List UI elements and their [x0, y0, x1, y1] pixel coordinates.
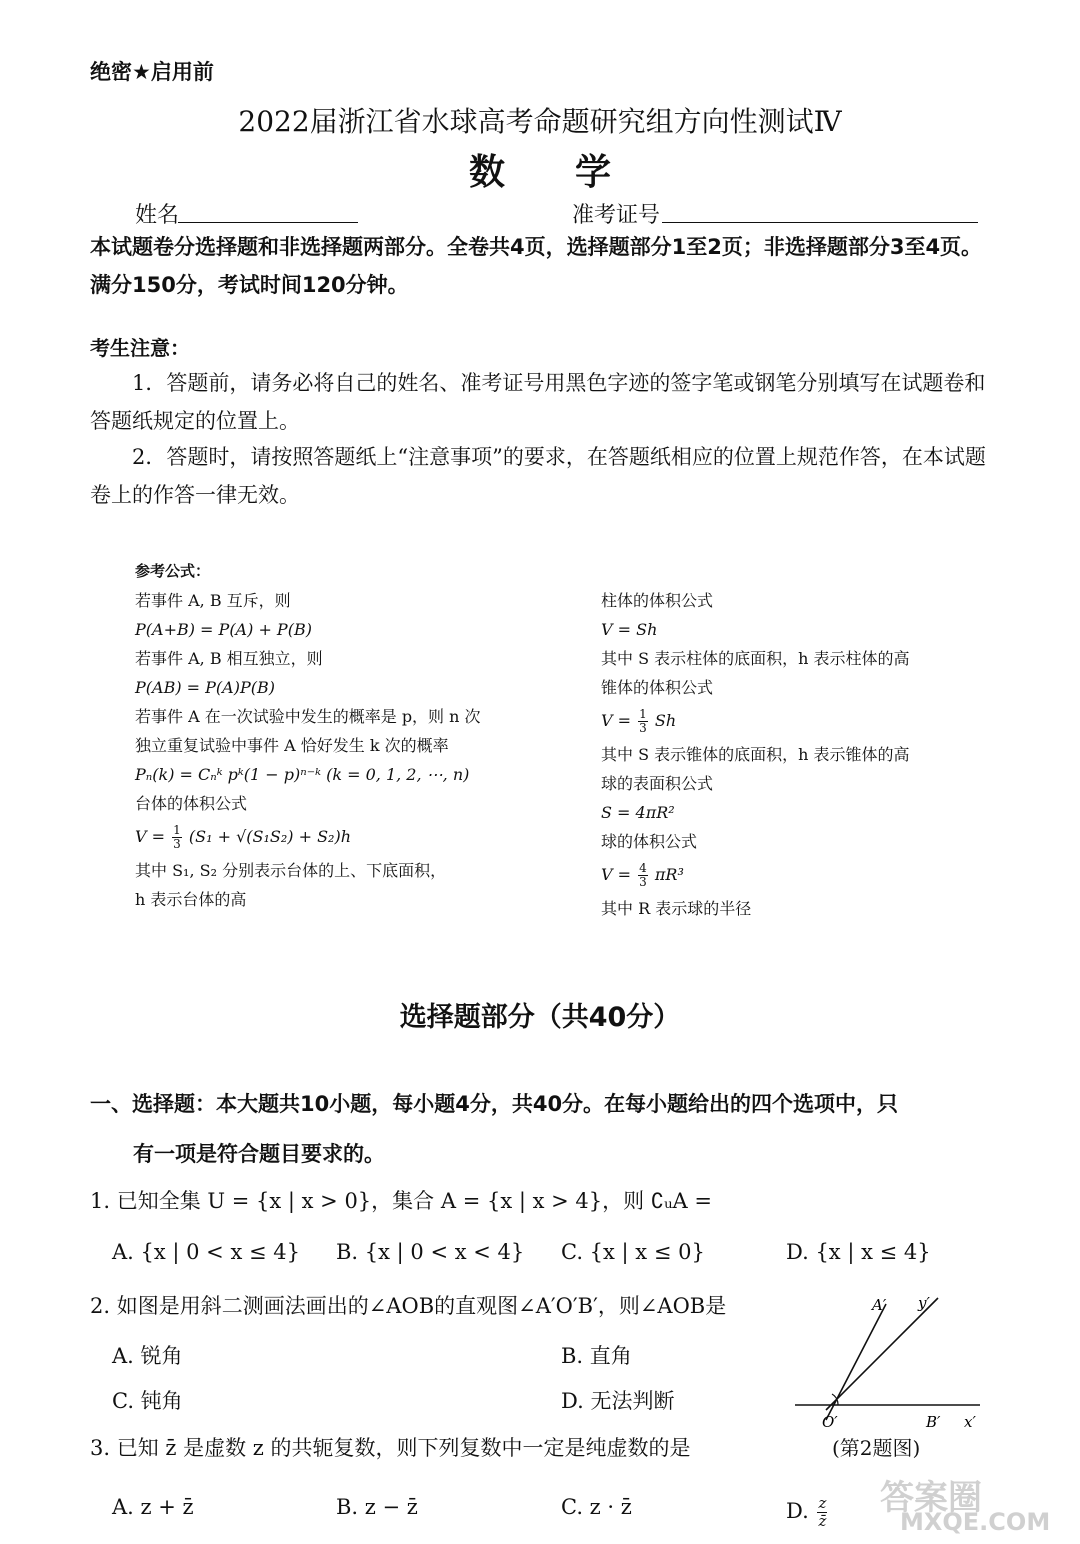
- question-1-option-a: A. {x | 0 < x ≤ 4}: [112, 1240, 300, 1264]
- formula-line: 若事件 A, B 相互独立，则: [135, 649, 323, 668]
- question-2-option-d: D. 无法判断: [561, 1389, 675, 1413]
- question-1-option-d: D. {x | x ≤ 4}: [786, 1240, 931, 1264]
- formula-line: P(A+B) = P(A) + P(B): [135, 620, 312, 639]
- formula-line: 其中 S 表示锥体的底面积，h 表示锥体的高: [601, 745, 910, 764]
- reference-formulas: [135, 560, 965, 940]
- formula-line: 若事件 A 在一次试验中发生的概率是 p，则 n 次: [135, 707, 481, 726]
- question-1-stem: 1. 已知全集 U = {x | x > 0}，集合 A = {x | x > 4}，则 ∁ᵤA =: [90, 1189, 712, 1213]
- part1-instructions-line1: 一、选择题：本大题共10小题，每小题4分，共40分。在每小题给出的四个选项中，只: [90, 1092, 899, 1116]
- figure-caption: (第2题图): [832, 1436, 921, 1460]
- formula-line: 台体的体积公式: [135, 794, 248, 813]
- intro-paragraph: 本试题卷分选择题和非选择题两部分。全卷共4页，选择题部分1至2页；非选择题部分3至4页。满分150分，考试时间120分钟。: [90, 235, 983, 297]
- question-2-option-b: B. 直角: [561, 1344, 632, 1368]
- question-3-option-d: [786, 1495, 829, 1530]
- exam-title: 2022届浙江省水球高考命题研究组方向性测试Ⅳ: [238, 105, 842, 138]
- question-2-option-a: A. 锐角: [112, 1344, 183, 1368]
- label-a: A′: [872, 1296, 887, 1314]
- formula-line: V = $\frac{1}{3}$ (S₁ + √(S₁S₂) + S₂)h: [135, 823, 351, 851]
- notice-item-2: 2．答题时，请按照答题纸上“注意事项”的要求，在答题纸相应的位置上规范作答，在本试题卷上的作答一律无效。: [90, 445, 986, 507]
- question-3-option-c: C. z · z̄: [561, 1495, 632, 1519]
- name-label: 姓名: [135, 203, 180, 228]
- formula-line: V = $\frac{4}{3}$ πR³: [601, 861, 684, 889]
- question-3-option-a: A. z + z̄: [112, 1495, 194, 1519]
- formula-line: V = Sh: [601, 620, 658, 639]
- option-d-letter: D.: [786, 1499, 809, 1523]
- formula-line: h 表示台体的高: [135, 890, 247, 909]
- question-2-option-c: C. 钝角: [112, 1389, 183, 1413]
- label-y: y′: [918, 1294, 930, 1312]
- formula-line: 球的表面积公式: [601, 774, 714, 793]
- notice-item-1: 1．答题前，请务必将自己的姓名、准考证号用黑色字迹的签字笔或钢笔分别填写在试题卷和答题纸规定的位置上。: [90, 371, 986, 433]
- question-3-stem: 3. 已知 z̄ 是虚数 z 的共轭复数，则下列复数中一定是纯虚数的是: [90, 1436, 691, 1460]
- exam-id-blank: [662, 222, 978, 223]
- question-3-option-b: B. z − z̄: [336, 1495, 418, 1519]
- notice-heading: 考生注意：: [90, 336, 190, 360]
- fraction: $\frac{1}{3}$: [173, 823, 181, 851]
- formula-line: V = $\frac{1}{3}$ Sh: [601, 707, 677, 735]
- ray-oa-line: [826, 1304, 886, 1420]
- label-o: O′: [822, 1413, 838, 1431]
- label-x: x′: [964, 1413, 976, 1431]
- subject-title: 数学: [468, 152, 681, 193]
- formulas-left-column: [135, 586, 481, 914]
- fraction: $\frac{z}{z̄}$: [818, 1494, 827, 1530]
- question-2-stem: 2. 如图是用斜二测画法画出的∠AOB的直观图∠A′O′B′，则∠AOB是: [90, 1294, 727, 1318]
- label-b: B′: [926, 1413, 941, 1431]
- fraction: $\frac{1}{3}$: [639, 707, 647, 735]
- part1-instructions-line2: 有一项是符合题目要求的。: [133, 1142, 385, 1166]
- formula-line: 其中 R 表示球的半径: [601, 899, 752, 918]
- formula-line: 其中 S 表示柱体的底面积，h 表示柱体的高: [601, 649, 910, 668]
- formula-line: 若事件 A, B 互斥，则: [135, 591, 291, 610]
- formula-line: 柱体的体积公式: [601, 591, 714, 610]
- formula-line: 球的体积公式: [601, 832, 698, 851]
- watermark-logo: 答案圈: [880, 1478, 982, 1518]
- fraction: $\frac{4}{3}$: [639, 861, 647, 889]
- formulas-heading: 参考公式：: [135, 562, 211, 580]
- name-blank: [178, 222, 358, 223]
- question-1-option-c: C. {x | x ≤ 0}: [561, 1240, 705, 1264]
- formula-line: 独立重复试验中事件 A 恰好发生 k 次的概率: [135, 736, 449, 755]
- formula-line: Pₙ(k) = Cₙᵏ pᵏ(1 − p)ⁿ⁻ᵏ (k = 0, 1, 2, ⋯, n): [135, 765, 470, 784]
- section-title: 选择题部分（共40分）: [399, 1002, 681, 1033]
- watermark-url: MXQE.COM: [900, 1508, 1051, 1536]
- formula-line: S = 4πR²: [601, 803, 675, 822]
- formula-line: 锥体的体积公式: [601, 678, 714, 697]
- formula-line: P(AB) = P(A)P(B): [135, 678, 275, 697]
- confidential-mark: 绝密★启用前: [90, 60, 214, 84]
- question-1-option-b: B. {x | 0 < x < 4}: [336, 1240, 525, 1264]
- formulas-right-column: [601, 586, 910, 923]
- y-axis-line: [826, 1298, 938, 1410]
- formula-line: 其中 S₁, S₂ 分别表示台体的上、下底面积，: [135, 861, 447, 880]
- exam-id-label: 准考证号: [572, 203, 661, 228]
